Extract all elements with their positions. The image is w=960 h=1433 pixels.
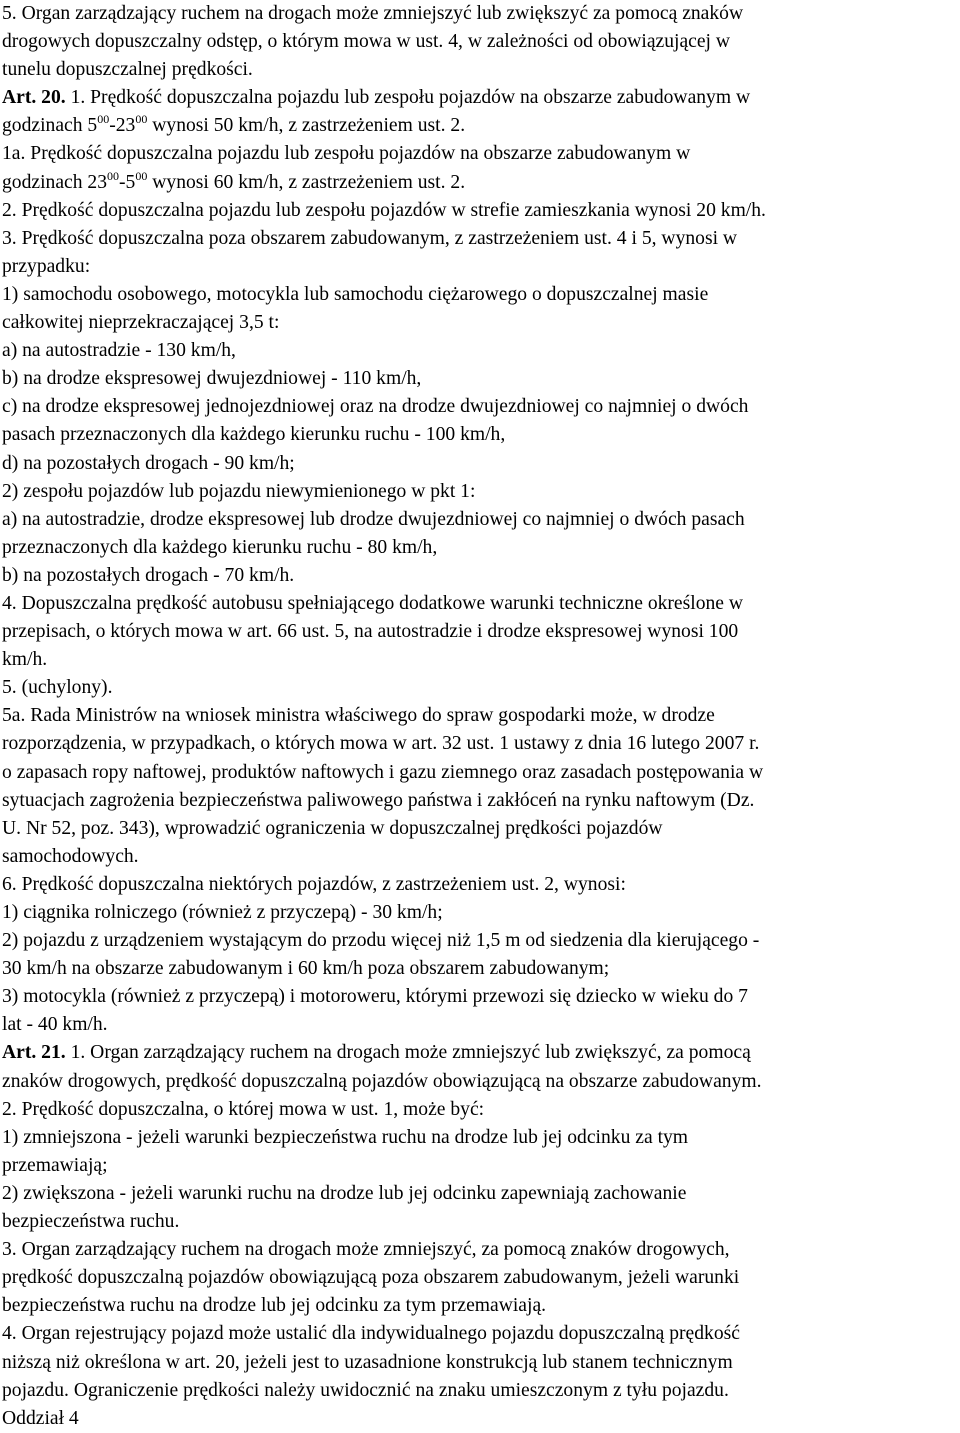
text-line: b) na pozostałych drogach - 70 km/h. [2,564,295,586]
text-line: 1) samochodu osobowego, motocykla lub samochodu ciężarowego o dopuszczalnej masie [2,283,709,305]
text-line: 5. Organ zarządzający ruchem na drogach może zmniejszyć lub zwiększyć za pomocą znaków [2,3,744,24]
text-line: samochodowych. [2,845,139,867]
line-text: wynosi 50 km/h, z zastrzeżeniem ust. 2. [147,115,466,137]
text-line: U. Nr 52, poz. 343), wprowadzić ograniczenia w dopuszczalnej prędkości pojazdów [2,817,663,839]
superscript-minutes: 00 [135,112,148,127]
text-line: 2) zespołu pojazdów lub pojazdu niewymienionego w pkt 1: [2,480,476,502]
text-line: 4. Organ rejestrujący pojazd może ustalić dla indywidualnego pojazdu dopuszczalną prędkość [2,1323,740,1345]
text-line: znaków drogowych, prędkość dopuszczalną pojazdów obowiązującą na obszarze zabudowanym. [2,1070,762,1092]
text-line: 3. Organ zarządzający ruchem na drogach może zmniejszyć, za pomocą znaków drogowych, [2,1239,730,1261]
text-line: b) na drodze ekspresowej dwujezdniowej - 110 km/h, [2,368,422,390]
line-text: -5 [119,171,136,193]
text-line: Oddział 4 [2,1407,79,1429]
text-line: przemawiają; [2,1154,108,1176]
text-line: bezpieczeństwa ruchu. [2,1211,180,1233]
text-line: 5a. Rada Ministrów na wniosek ministra właściwego do spraw gospodarki może, w drodze [2,705,715,727]
text-line: drogowych dopuszczalny odstęp, o którym mowa w ust. 4, w zależności od obowiązującej w [2,31,731,53]
text-line: przepisach, o których mowa w art. 66 ust. 5, na autostradzie i drodze ekspresowej wynosi 100 [2,621,739,643]
line-text: wynosi 60 km/h, z zastrzeżeniem ust. 2. [147,171,466,193]
text-line: bezpieczeństwa ruchu na drodze lub jej odcinku za tym przemawiają. [2,1295,547,1317]
text-line: o zapasach ropy naftowej, produktów naftowych i gazu ziemnego oraz zasadach postępowania w [2,761,764,783]
text-line: 2) pojazdu z urządzeniem wystającym do przodu więcej niż 1,5 m od siedzenia dla kierującego - [2,930,760,952]
superscript-minutes: 00 [97,112,110,127]
article-heading: Art. 21. [2,1042,66,1064]
text-line: lat - 40 km/h. [2,1014,108,1036]
text-line: a) na autostradzie - 130 km/h, [2,340,236,362]
line-text: 1. Organ zarządzający ruchem na drogach może zmniejszyć lub zwiększyć, za pomocą [65,1042,751,1064]
text-line [2,84,956,112]
text-line: całkowitej nieprzekraczającej 3,5 t: [2,312,280,334]
text-line: 1) zmniejszona - jeżeli warunki bezpieczeństwa ruchu na drodze lub jej odcinku za tym [2,1126,689,1148]
text-line: pojazdu. Ograniczenie prędkości należy uwidocznić na znaku umieszczonym z tyłu pojazdu. [2,1379,729,1401]
text-line: 6. Prędkość dopuszczalna niektórych pojazdów, z zastrzeżeniem ust. 2, wynosi: [2,873,626,895]
text-line: tunelu dopuszczalnej prędkości. [2,59,253,81]
line-text: godzinach 5 [2,115,98,137]
line-text: -23 [109,115,136,137]
text-line: 3) motocykla (również z przyczepą) i motoroweru, którymi przewozi się dziecko w wieku do 7 [2,986,748,1008]
text-line: prędkość dopuszczalną pojazdów obowiązującą poza obszarem zabudowanym, jeżeli warunki [2,1267,740,1289]
superscript-minutes: 00 [135,168,148,183]
line-text: 1. Prędkość dopuszczalna pojazdu lub zespołu pojazdów na obszarze zabudowanym w [65,87,751,109]
text-line: 2. Prędkość dopuszczalna pojazdu lub zespołu pojazdów w strefie zamieszkania wynosi 20 km/h. [2,199,766,221]
text-line: km/h. [2,649,48,671]
document-body [2,0,956,1433]
line-text: godzinach 23 [2,171,108,193]
text-line: 1) ciągnika rolniczego (również z przyczepą) - 30 km/h; [2,902,443,923]
text-line: 1a. Prędkość dopuszczalna pojazdu lub zespołu pojazdów na obszarze zabudowanym w [2,143,691,165]
text-line: przypadku: [2,255,91,277]
text-line: 4. Dopuszczalna prędkość autobusu spełniającego dodatkowe warunki techniczne określone w [2,592,744,614]
text-line: 2) zwiększona - jeżeli warunki ruchu na drodze lub jej odcinku zapewniają zachowanie [2,1182,687,1204]
text-line [2,169,956,197]
text-line: sytuacjach zagrożenia bezpieczeństwa paliwowego państwa i zakłóceń na rynku naftowym (Dz. [2,789,755,811]
text-line: a) na autostradzie, drodze ekspresowej lub drodze dwujezdniowej co najmniej o dwóch pasach [2,508,745,530]
text-line: niższą niż określona w art. 20, jeżeli jest to uzasadnione konstrukcją lub stanem technicznym [2,1351,733,1373]
article-heading: Art. 20. [2,87,66,109]
text-line: d) na pozostałych drogach - 90 km/h; [2,452,295,474]
text-line: 5. (uchylony). [2,677,113,699]
text-line: pasach przeznaczonych dla każdego kierunku ruchu - 100 km/h, [2,424,506,446]
text-line: c) na drodze ekspresowej jednojezdniowej oraz na drodze dwujezdniowej co najmniej o dwóch [2,396,749,418]
text-line: rozporządzenia, w przypadkach, o których mowa w art. 32 ust. 1 ustawy z dnia 16 lutego 2007 r. [2,733,760,755]
text-line: przeznaczonych dla każdego kierunku ruchu - 80 km/h, [2,536,438,558]
superscript-minutes: 00 [107,168,120,183]
text-line: 2. Prędkość dopuszczalna, o której mowa w ust. 1, może być: [2,1098,485,1120]
text-line [2,1039,956,1067]
text-line [2,112,956,140]
text-line: 3. Prędkość dopuszczalna poza obszarem zabudowanym, z zastrzeżeniem ust. 4 i 5, wynosi w [2,227,738,249]
text-line: 30 km/h na obszarze zabudowanym i 60 km/h poza obszarem zabudowanym; [2,958,610,980]
